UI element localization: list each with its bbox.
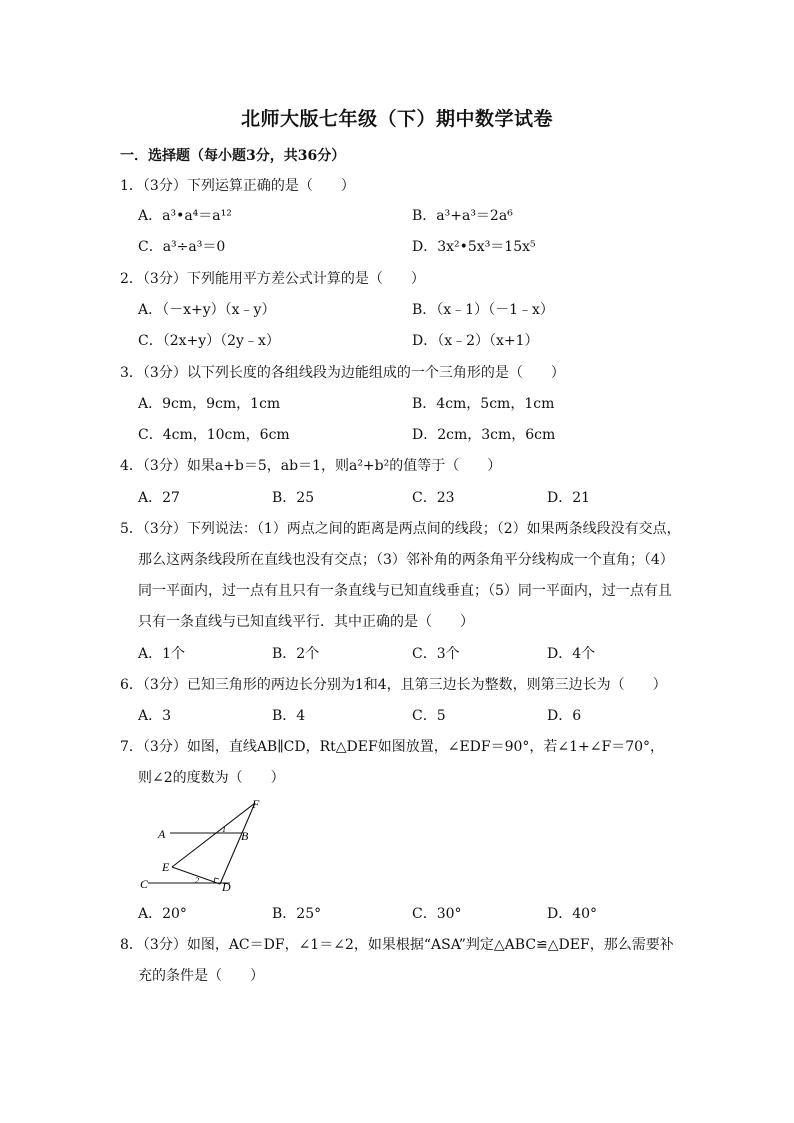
- label-f: F: [252, 797, 260, 811]
- q3-option-b: B．4cm，5cm，1cm: [412, 396, 555, 412]
- q7-line-2: 则∠2的度数为（ ）: [138, 770, 285, 786]
- q5-option-b: B．2个: [272, 646, 320, 662]
- q6-option-b: B．4: [272, 708, 306, 724]
- q6-option-d: D．6: [547, 708, 582, 724]
- q8-line-2: 充的条件是（ ）: [138, 968, 264, 984]
- q7-option-a: A．20°: [138, 906, 187, 922]
- q7-option-c: C．30°: [412, 906, 462, 922]
- label-d: D: [222, 880, 231, 894]
- q5-option-a: A．1个: [138, 646, 186, 662]
- section-heading: 一．选择题（每小题3分，共36分）: [120, 148, 346, 164]
- q5-option-c: C．3个: [412, 646, 460, 662]
- label-c: C: [140, 877, 149, 891]
- q4-option-b: B．25: [272, 490, 315, 506]
- right-angle-mark: [214, 878, 219, 882]
- q8-line-1: 8．（3分）如图，AC＝DF，∠1＝∠2，如果根据“ASA”判定△ABC≌△DEF，那么需要补: [120, 937, 674, 953]
- q1-option-d: D．3x²•5x³＝15x⁵: [412, 239, 536, 255]
- q7-line-1: 7．（3分）如图，直线AB∥CD，Rt△DEF如图放置，∠EDF＝90°，若∠1+∠F＝70°，: [120, 739, 665, 755]
- q4-option-a: A．27: [138, 490, 180, 506]
- q1-option-c: C．a³÷a³＝0: [138, 239, 226, 255]
- q5-option-d: D．4个: [547, 646, 596, 662]
- label-a: A: [158, 827, 166, 841]
- q1-stem: 1．（3分）下列运算正确的是（ ）: [120, 178, 355, 194]
- segment-fd: [220, 803, 255, 884]
- label-angle-1: 1: [222, 825, 226, 834]
- q1-option-b: B．a³+a³＝2a⁶: [412, 208, 513, 224]
- q6-option-c: C．5: [412, 708, 446, 724]
- q2-option-b: B．（x﹣1）（－1﹣x）: [412, 302, 554, 318]
- q7-option-d: D．40°: [547, 906, 598, 922]
- q3-option-c: C．4cm，10cm，6cm: [138, 427, 290, 443]
- q5-line-2: 那么这两条线段所在直线也没有交点；（3）邻补角的两条角平分线构成一个直角；（4）: [138, 552, 674, 568]
- q1-option-a: A．a³•a⁴＝a¹²: [138, 208, 232, 224]
- q4-option-c: C．23: [412, 490, 455, 506]
- q5-line-4: 只有一条直线与已知直线平行．其中正确的是（ ）: [138, 614, 474, 630]
- q5-line-1: 5．（3分）下列说法：（1）两点之间的距离是两点间的线段；（2）如果两条线段没有交点，: [120, 521, 681, 537]
- q3-option-d: D．2cm，3cm，6cm: [412, 427, 556, 443]
- label-e: E: [162, 860, 170, 874]
- q3-stem: 3．（3分）以下列长度的各组线段为边能组成的一个三角形的是（ ）: [120, 365, 565, 381]
- q2-option-c: C．（2x+y）（2y﹣x）: [138, 333, 280, 349]
- q6-option-a: A．3: [138, 708, 172, 724]
- q5-line-3: 同一平面内，过一点有且只有一条直线与已知直线垂直；（5）同一平面内，过一点有且: [138, 583, 672, 599]
- q6-stem: 6．（3分）已知三角形的两边长分别为1和4，且第三边长为整数，则第三边长为（ ）: [120, 677, 667, 693]
- q7-geometry-figure: [130, 795, 280, 895]
- label-b: B: [241, 829, 249, 843]
- label-angle-2: 2: [195, 876, 199, 885]
- q2-stem: 2．（3分）下列能用平方差公式计算的是（ ）: [120, 271, 425, 287]
- q3-option-a: A．9cm，9cm，1cm: [138, 396, 281, 412]
- q4-option-d: D．21: [547, 490, 591, 506]
- q4-stem: 4．（3分）如果a+b＝5，ab＝1，则a²+b²的值等于（ ）: [120, 458, 502, 474]
- q2-option-d: D．（x﹣2）（x+1）: [412, 333, 539, 349]
- q2-option-a: A．（－x+y）（x﹣y）: [138, 302, 276, 318]
- q7-option-b: B．25°: [272, 906, 322, 922]
- page-title: 北师大版七年级（下）期中数学试卷: [240, 108, 553, 130]
